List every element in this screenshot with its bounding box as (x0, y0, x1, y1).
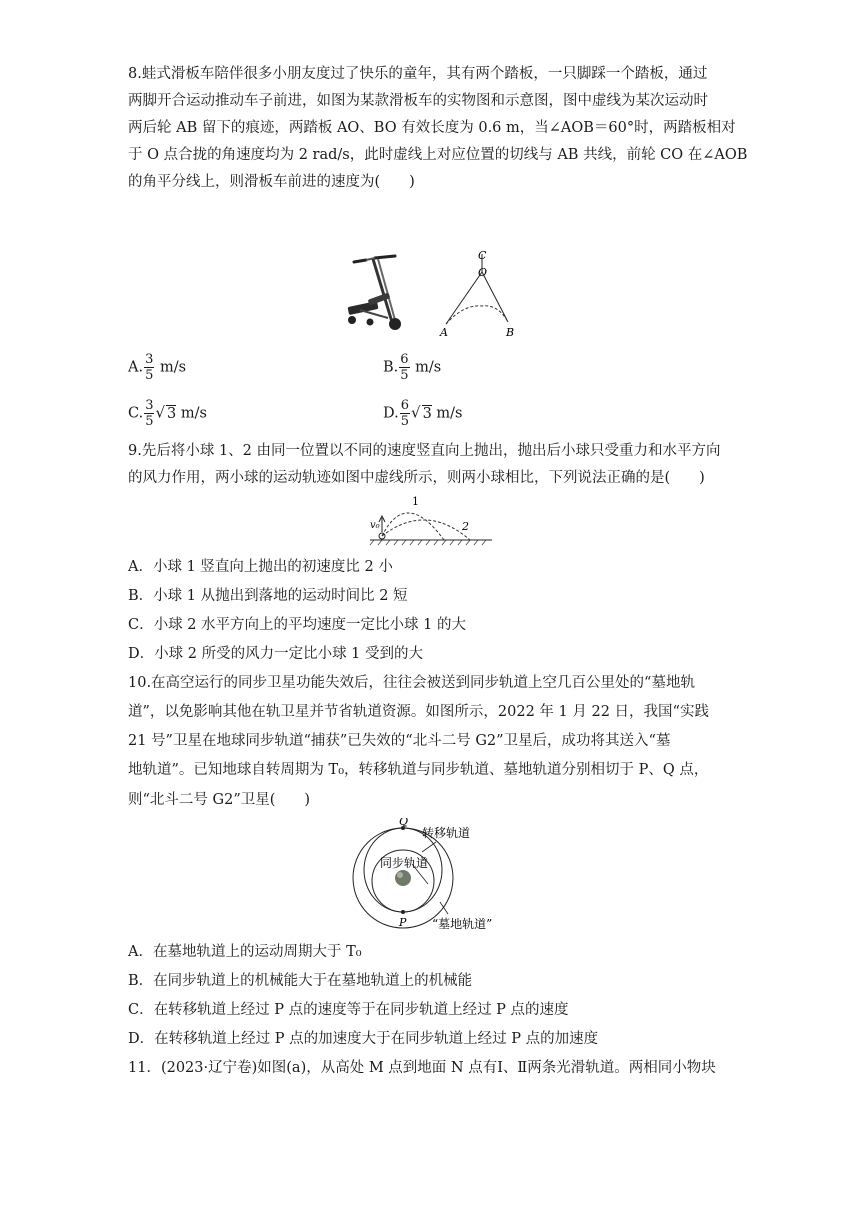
fraction (144, 352, 154, 383)
label-v0: v₀ (370, 520, 380, 531)
scooter-photo (340, 250, 420, 336)
q8-line-5: 的角平分线上，则滑板车前进的速度为( ) (128, 174, 415, 190)
q10-option-d: D．在转移轨道上经过 P 点的加速度大于在同步轨道上经过 P 点的加速度 (128, 1031, 599, 1047)
q10-option-c: C．在转移轨道上经过 P 点的速度等于在同步轨道上经过 P 点的速度 (128, 1002, 569, 1018)
q9-option-d: D．小球 2 所受的风力一定比小球 1 受到的大 (128, 646, 424, 662)
label-graveyard-orbit: “墓地轨道” (432, 917, 493, 931)
q9-line-2: 的风力作用，两小球的运动轨迹如图中虚线所示，则两小球相比，下列说法正确的是( ) (128, 470, 705, 486)
q8-line-4: 于 O 点合拢的角速度均为 2 rad/s，此时虚线上对应位置的切线与 AB 共线，前轮 CO 在∠AOB (128, 147, 748, 163)
q10-option-a: A．在墓地轨道上的运动周期大于 T₀ (128, 944, 362, 960)
unit: m/s (431, 405, 463, 422)
q8-option-a (128, 352, 186, 383)
earth-icon (395, 870, 411, 886)
label-p: P (399, 916, 407, 929)
label-1: 1 (412, 495, 419, 508)
label-transfer-orbit: 转移轨道 (422, 826, 471, 840)
trajectory-figure (366, 494, 496, 548)
q8-line-1: 8.蛙式滑板车陪伴很多小朋友度过了快乐的童年，其有两个踏板，一只脚踩一个踏板，通过 (128, 66, 708, 82)
orbit-diagram (352, 818, 512, 936)
q9-line-1: 9.先后将小球 1、2 由同一位置以不同的速度竖直向上抛出，抛出后小球只受重力和水平方向 (128, 443, 721, 459)
denominator: 5 (400, 414, 409, 429)
option-a-prefix: A. (128, 359, 144, 376)
numerator: 3 (145, 352, 154, 367)
q9-option-a: A．小球 1 竖直向上抛出的初速度比 2 小 (128, 559, 393, 575)
q8-option-c (128, 398, 207, 429)
label-q: Q (399, 818, 409, 828)
option-b-prefix: B. (383, 359, 399, 376)
denominator: 5 (145, 368, 154, 383)
q10-option-b: B．在同步轨道上的机械能大于在墓地轨道上的机械能 (128, 973, 473, 989)
q10-line-5: 则“北斗二号 G2”卫星( ) (128, 792, 311, 808)
q8-line-2: 两脚开合运动推动车子前进，如图为某款滑板车的实物图和示意图，图中虚线为某次运动时 (128, 93, 708, 109)
label-a: A (440, 326, 448, 339)
q10-line-4: 地轨道”。已知地球自转周期为 T₀，转移轨道与同步轨道、墓地轨道分别相切于 P、Q 点， (128, 762, 709, 778)
q10-line-1: 10.在高空运行的同步卫星功能失效后，往往会被送到同步轨道上空几百公里处的“墓地轨 (128, 675, 695, 691)
label-o: O (478, 266, 488, 279)
q8-option-d (383, 398, 462, 429)
scooter-schematic (430, 248, 530, 340)
radical-sign: √ (155, 403, 166, 422)
label-b: B (506, 326, 515, 339)
unit: m/s (410, 359, 442, 376)
numerator: 6 (400, 352, 409, 367)
denominator: 5 (145, 414, 154, 429)
q8-line-3: 两后轮 AB 留下的痕迹，两踏板 AO、BO 有效长度为 0.6 m，当∠AOB＝60°时，两踏板相对 (128, 120, 736, 136)
denominator: 5 (400, 368, 409, 383)
q8-option-b (383, 352, 441, 383)
q9-option-c: C．小球 2 水平方向上的平均速度一定比小球 1 的大 (128, 617, 466, 633)
fraction (400, 398, 410, 429)
option-c-prefix: C. (128, 405, 144, 422)
q11-line-1: 11．(2023·辽宁卷)如图(a)，从高处 M 点到地面 N 点有Ⅰ、Ⅱ两条光滑轨道。两相同小物块 (128, 1060, 716, 1076)
numerator: 3 (145, 398, 154, 413)
fraction (399, 352, 409, 383)
q10-line-3: 21 号”卫星在地球同步轨道“捕获”已失效的“北斗二号 G2”卫星后，成功将其送入“墓 (128, 733, 671, 749)
unit: m/s (155, 359, 187, 376)
numerator: 6 (400, 398, 409, 413)
radical-sign: √ (411, 403, 421, 422)
q9-option-b: B．小球 1 从抛出到落地的运动时间比 2 短 (128, 588, 408, 604)
radicand: 3 (167, 405, 177, 422)
radicand: 3 (422, 405, 432, 422)
label-c: C (478, 249, 487, 262)
fraction (144, 398, 154, 429)
option-d-prefix: D. (383, 405, 399, 422)
q10-line-2: 道”，以免影响其他在轨卫星并节省轨道资源。如图所示，2022 年 1 月 22 日，我国“实践 (128, 704, 709, 720)
label-sync-orbit: 同步轨道 (380, 856, 429, 870)
unit: m/s (176, 405, 207, 422)
label-2: 2 (462, 520, 469, 533)
